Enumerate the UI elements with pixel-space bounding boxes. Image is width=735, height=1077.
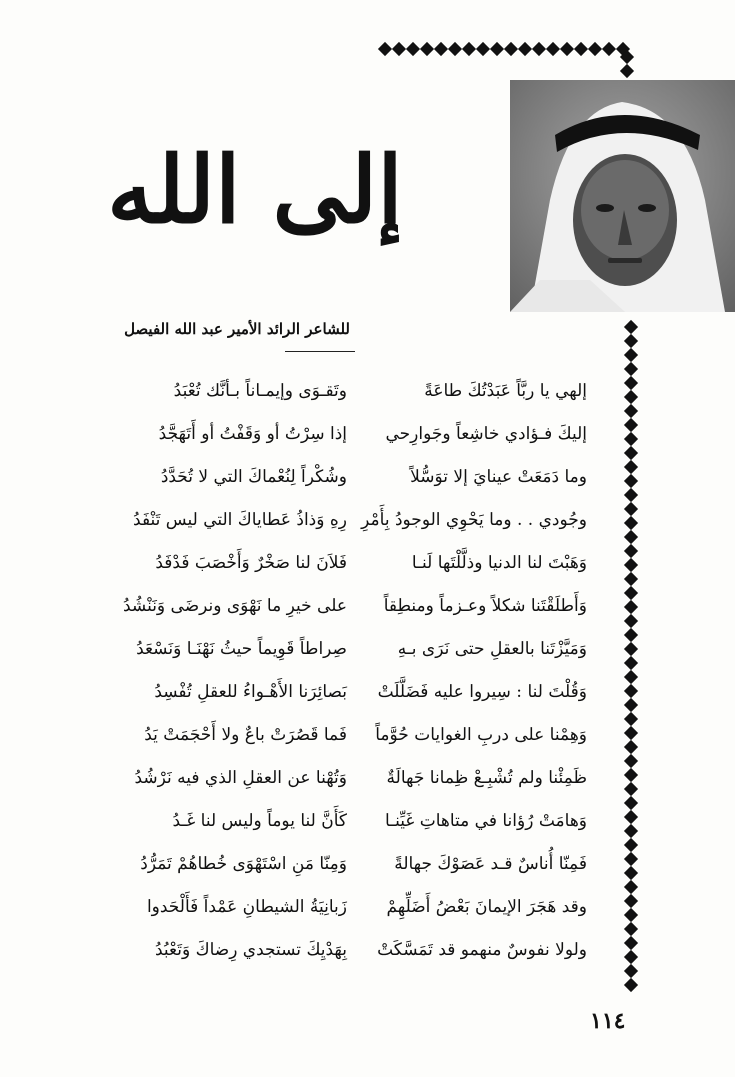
- diamond-ornament: [620, 50, 634, 64]
- verse-line: إذا سِرْتُ أو وَقَفْتُ أو أَتَهَجَّدُ: [158, 424, 347, 444]
- diamond-ornament: [448, 42, 462, 56]
- diamond-ornament: [624, 684, 638, 698]
- verse-line: رِهِ وَذاذُ عَطاياكَ التي ليس تَنْفَدُ: [133, 510, 347, 530]
- verse-line: وَهامَتْ رُؤانا في متاهاتِ غَيِّنـا: [385, 811, 587, 831]
- diamond-ornament: [624, 950, 638, 964]
- diamond-ornament: [624, 362, 638, 376]
- diamond-ornament: [476, 42, 490, 56]
- portrait-photo: [510, 80, 735, 312]
- diamond-ornament: [624, 320, 638, 334]
- diamond-ornament: [624, 642, 638, 656]
- diamond-ornament: [624, 460, 638, 474]
- diamond-ornament: [624, 390, 638, 404]
- diamond-ornament: [624, 880, 638, 894]
- verse-line: على خيرِ ما نَهْوَى ونرضَى وَنَنْشُدُ: [122, 596, 347, 616]
- verse-line: إليكَ فـؤادي خاشِعاً وجَوارِحي: [385, 424, 587, 444]
- diamond-ornament: [624, 446, 638, 460]
- diamond-ornament: [624, 852, 638, 866]
- diamond-ornament: [624, 502, 638, 516]
- diamond-ornament: [624, 544, 638, 558]
- upper-right-diamond-border: [620, 50, 634, 78]
- byline-underline: [285, 351, 355, 352]
- diamond-ornament: [624, 558, 638, 572]
- poet-byline: للشاعر الرائد الأمير عبد الله الفيصل: [124, 320, 350, 338]
- diamond-ornament: [624, 782, 638, 796]
- diamond-ornament: [624, 922, 638, 936]
- diamond-ornament: [624, 754, 638, 768]
- verse-line: ولولا نفوسٌ منهمو قد تَمَسَّكَتْ: [377, 940, 587, 960]
- diamond-ornament: [624, 516, 638, 530]
- right-diamond-border: [624, 320, 638, 992]
- diamond-ornament: [406, 42, 420, 56]
- diamond-ornament: [518, 42, 532, 56]
- page-number: ١١٤: [590, 1008, 626, 1034]
- diamond-ornament: [392, 42, 406, 56]
- diamond-ornament: [624, 726, 638, 740]
- diamond-ornament: [420, 42, 434, 56]
- verse-line: ظَمِئْنا ولم تُشْبِـعْ ظِمانا جَهالَةٌ: [386, 768, 587, 788]
- verse-line: وَقُلْتَ لنا : سِيروا عليه فَضَلَّلَتْ: [377, 682, 587, 702]
- verse-line: فَما قَصُرَتْ باعٌ ولا أَحْجَمَتْ يَدُ: [144, 725, 347, 745]
- verse-line: إلهي يا ربَّاً عَبَدْتُكَ طاعَةً: [424, 381, 587, 401]
- diamond-ornament: [624, 698, 638, 712]
- diamond-ornament: [624, 768, 638, 782]
- diamond-ornament: [378, 42, 392, 56]
- diamond-ornament: [624, 572, 638, 586]
- verse-line: وَهِمْنا على دربِ الغوايات حُوَّماً: [375, 725, 587, 745]
- diamond-ornament: [532, 42, 546, 56]
- diamond-ornament: [602, 42, 616, 56]
- diamond-ornament: [574, 42, 588, 56]
- top-diamond-border: [378, 42, 630, 56]
- diamond-ornament: [462, 42, 476, 56]
- diamond-ornament: [624, 334, 638, 348]
- diamond-ornament: [490, 42, 504, 56]
- diamond-ornament: [624, 404, 638, 418]
- diamond-ornament: [624, 656, 638, 670]
- diamond-ornament: [624, 740, 638, 754]
- diamond-ornament: [624, 418, 638, 432]
- diamond-ornament: [624, 530, 638, 544]
- poem-title: إلى الله: [107, 136, 403, 244]
- diamond-ornament: [434, 42, 448, 56]
- diamond-ornament: [624, 810, 638, 824]
- diamond-ornament: [624, 894, 638, 908]
- diamond-ornament: [624, 474, 638, 488]
- diamond-ornament: [588, 42, 602, 56]
- verse-line: وشُكْراً لِنُعْماكَ التي لا تُحَدَّدُ: [160, 467, 347, 487]
- diamond-ornament: [624, 964, 638, 978]
- diamond-ornament: [624, 348, 638, 362]
- diamond-ornament: [624, 376, 638, 390]
- diamond-ornament: [624, 628, 638, 642]
- verse-line: كَأَنَّ لنا يوماً وليس لنا غَـدُ: [172, 811, 347, 831]
- diamond-ornament: [504, 42, 518, 56]
- diamond-ornament: [624, 838, 638, 852]
- diamond-ornament: [624, 670, 638, 684]
- diamond-ornament: [560, 42, 574, 56]
- verse-line: وقد هَجَرَ الإيمانَ بَعْضُ أَضَلِّهِمْ: [386, 897, 587, 917]
- diamond-ornament: [624, 824, 638, 838]
- diamond-ornament: [624, 796, 638, 810]
- verse-line: وما دَمَعَتْ عينايَ إلا توَسُّلاً: [410, 467, 587, 487]
- verse-line: وتَقـوَى وإيمـاناً بـأنَّك تُعْبَدُ: [173, 381, 347, 401]
- verse-line: بِهَدْيِكَ تستجدي رِضاكَ وَتَعْبُدُ: [154, 940, 347, 960]
- diamond-ornament: [620, 64, 634, 78]
- verse-line: وَهَبْتَ لنا الدنيا وذلَّلْتَها لَنـا: [411, 553, 587, 573]
- verse-line: وَأَطلَقْتَنا شكلاً وعـزماً ومنطِقاً: [383, 596, 587, 616]
- diamond-ornament: [624, 908, 638, 922]
- diamond-ornament: [624, 488, 638, 502]
- diamond-ornament: [624, 936, 638, 950]
- poem-right-column: [355, 378, 587, 978]
- verse-line: وَمِنّا مَنِ اسْتَهْوَى خُطاهُمْ تَمَرُّدُ: [140, 854, 347, 874]
- verse-line: صِراطاً قَوِيماً حيثُ نَهْنَـا وَنَسْعَدُ: [136, 639, 347, 659]
- poem-left-column: [55, 378, 347, 978]
- verse-line: وجُودي . . وما يَحْوِي الوجودُ بِأَمْرِ: [361, 510, 587, 530]
- diamond-ornament: [624, 432, 638, 446]
- diamond-ornament: [624, 600, 638, 614]
- diamond-ornament: [624, 712, 638, 726]
- verse-line: وَتُهْنا عن العقلِ الذي فيه نَرْشُدُ: [134, 768, 347, 788]
- diamond-ornament: [624, 978, 638, 992]
- diamond-ornament: [624, 586, 638, 600]
- diamond-ornament: [546, 42, 560, 56]
- verse-line: فَمِنّا أُناسٌ قـد عَصَوْكَ جهالةً: [394, 854, 587, 874]
- verse-line: زَبانِيَةُ الشيطانِ عَمْداً فَأَلْحَدوا: [146, 897, 347, 917]
- verse-line: بَصائِرَنا الأَهْـواءُ للعقلِ تُفْسِدُ: [154, 682, 347, 702]
- diamond-ornament: [624, 866, 638, 880]
- verse-line: فَلاَنَ لنا صَخْرٌ وَأَخْصَبَ فَدْفَدُ: [155, 553, 347, 573]
- diamond-ornament: [624, 614, 638, 628]
- verse-line: وَمَيَّزْتَنا بالعقلِ حتى نَرَى بـهِ: [397, 639, 587, 659]
